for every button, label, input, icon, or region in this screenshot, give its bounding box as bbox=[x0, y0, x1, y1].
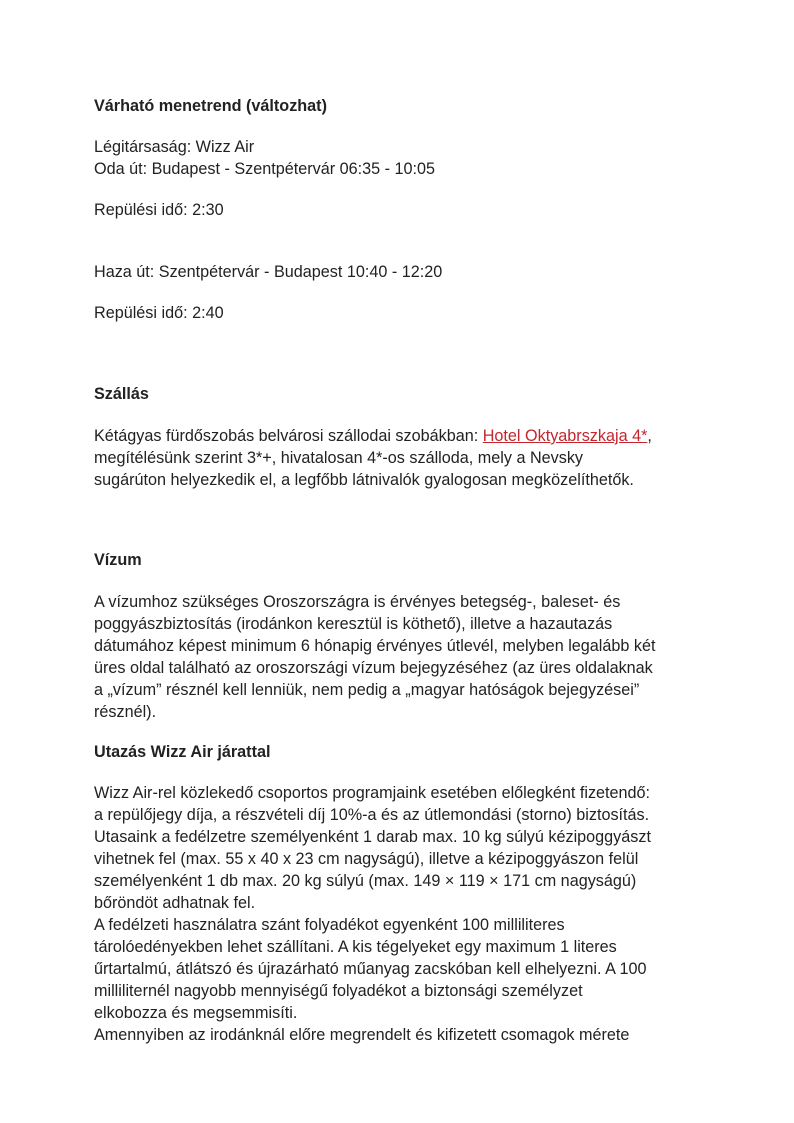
outbound-flight-text: Oda út: Budapest - Szentpétervár 06:35 - 10:05 bbox=[94, 160, 436, 178]
wizz-line: A fedélzeti használatra szánt folyadékot egyenként 100 milliliteres bbox=[94, 916, 565, 934]
wizz-line: személyenként 1 db max. 20 kg súlyú (max. 149 × 119 × 171 cm nagyságú) bbox=[94, 872, 637, 890]
return-flight-text: Haza út: Szentpétervár - Budapest 10:40 - 12:20 bbox=[94, 263, 443, 281]
visa-line: dátumához képest minimum 6 hónapig érvényes útlevél, melyben legalább két bbox=[94, 637, 656, 655]
wizz-line: bőröndöt adhatnak fel. bbox=[94, 894, 256, 912]
accommodation-line-1 bbox=[94, 425, 652, 447]
accommodation-heading: Szállás bbox=[94, 385, 149, 403]
accommodation-line-2: megítélésünk szerint 3*+, hivatalosan 4*-os szálloda, mely a Nevsky bbox=[94, 449, 584, 467]
accommodation-line-3: sugárúton helyezkedik el, a legfőbb látnivalók gyalogosan megközelíthetők. bbox=[94, 471, 634, 489]
wizz-line: vihetnek fel (max. 55 x 40 x 23 cm nagyságú), illetve a kézipoggyászon felül bbox=[94, 850, 639, 868]
wizz-line: űrtartalmú, átlátszó és újrazárható műanyag zacskóban kell elhelyezni. A 100 bbox=[94, 960, 647, 978]
wizz-line: tárolóedényekben lehet szállítani. A kis tégelyeket egy maximum 1 literes bbox=[94, 938, 617, 956]
visa-line: A vízumhoz szükséges Oroszországra is érvényes betegség-, baleset- és bbox=[94, 593, 621, 611]
wizz-line: Utasaink a fedélzetre személyenként 1 darab max. 10 kg súlyú kézipoggyászt bbox=[94, 828, 651, 846]
visa-heading: Vízum bbox=[94, 551, 142, 569]
visa-line: üres oldal található az oroszországi vízum bejegyzéséhez (az üres oldalaknak bbox=[94, 659, 653, 677]
wizz-heading: Utazás Wizz Air járattal bbox=[94, 743, 271, 761]
visa-line: poggyászbiztosítás (irodánkon keresztül is köthető), illetve a hazautazás bbox=[94, 615, 613, 633]
wizz-line: a repülőjegy díja, a részvételi díj 10%-a és az útlemondási (storno) biztosítás. bbox=[94, 806, 650, 824]
return-duration-text: Repülési idő: 2:40 bbox=[94, 304, 224, 322]
visa-line: a „vízum” résznél kell lenniük, nem pedig a „magyar hatóságok bejegyzései” bbox=[94, 681, 640, 699]
wizz-line: milliliternél nagyobb mennyiségű folyadékot a biztonsági személyzet bbox=[94, 982, 583, 1000]
schedule-heading: Várható menetrend (változhat) bbox=[94, 97, 327, 115]
visa-line: résznél). bbox=[94, 703, 157, 721]
accommodation-line-1-prefix: Kétágyas fürdőszobás belvárosi szállodai szobákban: bbox=[94, 427, 483, 445]
airline-text: Légitársaság: Wizz Air bbox=[94, 138, 255, 156]
wizz-line: Amennyiben az irodánknál előre megrendelt és kifizetett csomagok mérete bbox=[94, 1026, 630, 1044]
outbound-duration-text: Repülési idő: 2:30 bbox=[94, 201, 224, 219]
wizz-line: Wizz Air-rel közlekedő csoportos programjaink esetében előlegként fizetendő: bbox=[94, 784, 651, 802]
wizz-line: elkobozza és megsemmisíti. bbox=[94, 1004, 298, 1022]
accommodation-line-1-suffix: , bbox=[647, 427, 652, 445]
hotel-link[interactable]: Hotel Oktyabrszkaja 4* bbox=[482, 427, 648, 445]
